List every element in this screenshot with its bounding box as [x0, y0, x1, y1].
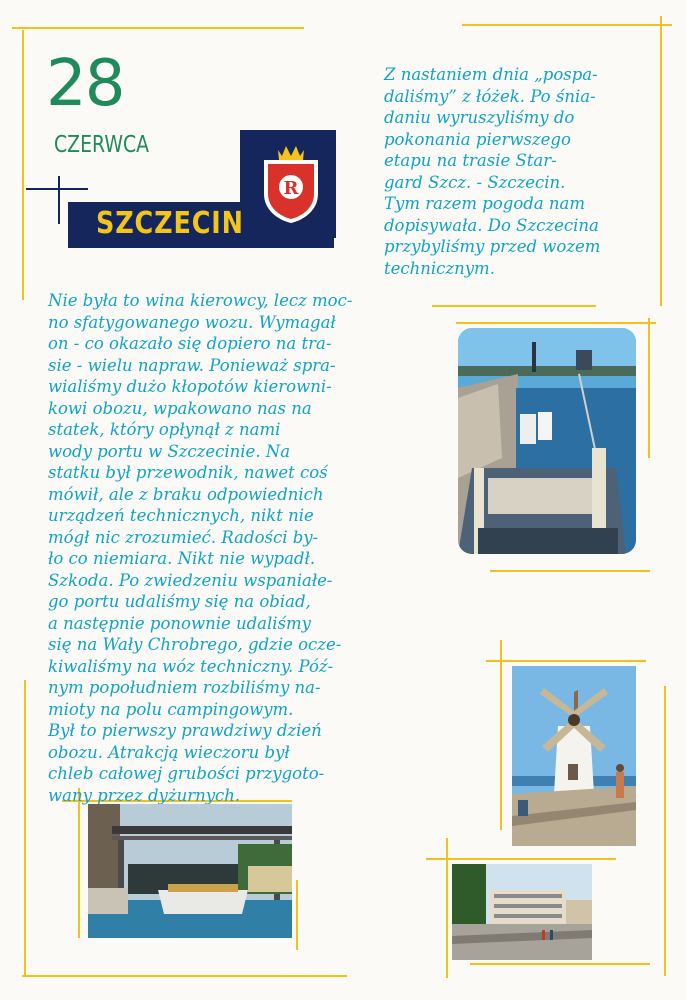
- mid-rule: [432, 305, 596, 307]
- body-paragraph: [48, 290, 448, 806]
- bottom-rule: [22, 975, 347, 977]
- body-line: no sfatygowanego wozu. Wymagał: [48, 312, 336, 332]
- windmill-rule-right: [664, 686, 666, 976]
- city-rule-left: [446, 838, 448, 978]
- intro-line: dopisywała. Do Szczecina: [384, 215, 599, 235]
- crane-rule-left: [78, 788, 80, 938]
- intro-line: etapu na trasie Star-: [384, 151, 557, 170]
- body-line: kowi obozu, wpakowano nas na: [48, 398, 312, 418]
- body-line: mioty na polu campingowym.: [48, 699, 294, 719]
- date-month: CZERWCA: [54, 132, 150, 158]
- intro-line: technicznym.: [384, 258, 495, 278]
- intro-line: Tym razem pogoda nam: [384, 194, 586, 213]
- harbor-photo: [458, 328, 636, 554]
- top-rule-right: [462, 24, 672, 26]
- body-line: wany przez dyżurnych.: [48, 785, 241, 805]
- left-rule-bottom: [24, 680, 26, 975]
- body-line: ło co niemiara. Nikt nie wypadł.: [48, 549, 316, 568]
- body-line: mógł nic zrozumieć. Radości by-: [48, 527, 319, 547]
- intro-paragraph: [384, 64, 664, 279]
- intro-line: Z nastaniem dnia „pospa-: [384, 65, 598, 84]
- ink-line-1: [26, 188, 88, 190]
- body-line: on - co okazało się dopiero na tra-: [48, 334, 332, 353]
- intro-line: pokonania pierwszego: [384, 129, 571, 149]
- photo-rule-right: [648, 318, 650, 458]
- intro-line: daniu wyruszyliśmy do: [384, 108, 575, 127]
- date-day: 28: [46, 47, 124, 121]
- body-line: się na Wały Chrobrego, gdzie ocze-: [48, 635, 342, 654]
- photo-rule-top: [456, 322, 656, 324]
- intro-line: daliśmy” z łóżek. Po śnia-: [384, 86, 596, 106]
- city-rule-top: [426, 858, 616, 860]
- body-line: Był to pierwszy prawdziwy dzień: [48, 721, 322, 740]
- intro-line: przybyliśmy przed wozem: [384, 237, 601, 256]
- photo-rule-bottom: [490, 570, 650, 572]
- ink-line-2: [58, 176, 60, 224]
- city-rule-bottom: [470, 963, 650, 965]
- body-line: chleb całowej grubości przygoto-: [48, 764, 325, 783]
- top-rule-left: [12, 27, 304, 29]
- body-line: Nie była to wina kierowcy, lecz moc-: [48, 291, 353, 310]
- body-line: mówił, ale z braku odpowiednich: [48, 484, 324, 504]
- body-line: obozu. Atrakcją wieczoru był: [48, 742, 290, 762]
- crane-barge-photo: [88, 804, 292, 938]
- body-line: go portu udaliśmy się na obiad,: [48, 592, 311, 611]
- intro-line: gard Szcz. - Szczecin.: [384, 172, 566, 192]
- left-rule-top: [22, 30, 24, 300]
- windmill-lighthouse-photo: [512, 666, 636, 846]
- body-line: urządzeń technicznych, nikt nie: [48, 506, 314, 525]
- crane-rule-right: [296, 880, 298, 950]
- body-line: Szkoda. Po zwiedzeniu wspaniałe-: [48, 570, 333, 590]
- city-crest-icon: [262, 142, 320, 228]
- city-name: SZCZECIN: [96, 206, 244, 241]
- body-line: statek, który opłynął z nami: [48, 420, 281, 439]
- body-line: statku był przewodnik, nawet coś: [48, 463, 328, 482]
- body-line: kiwaliśmy na wóz techniczny. Póź-: [48, 656, 334, 676]
- body-line: a następnie ponownie udaliśmy: [48, 613, 311, 633]
- body-line: wialiśmy dużo kłopotów kierowni-: [48, 377, 332, 396]
- windmill-rule-top: [486, 660, 646, 662]
- city-building-photo: [452, 864, 592, 960]
- body-line: nym popołudniem rozbiliśmy na-: [48, 678, 321, 697]
- crest-letter: R: [283, 178, 299, 199]
- windmill-rule-left: [500, 640, 502, 830]
- body-line: sie - wielu napraw. Ponieważ spra-: [48, 355, 336, 375]
- body-line: wody portu w Szczecinie. Na: [48, 441, 291, 461]
